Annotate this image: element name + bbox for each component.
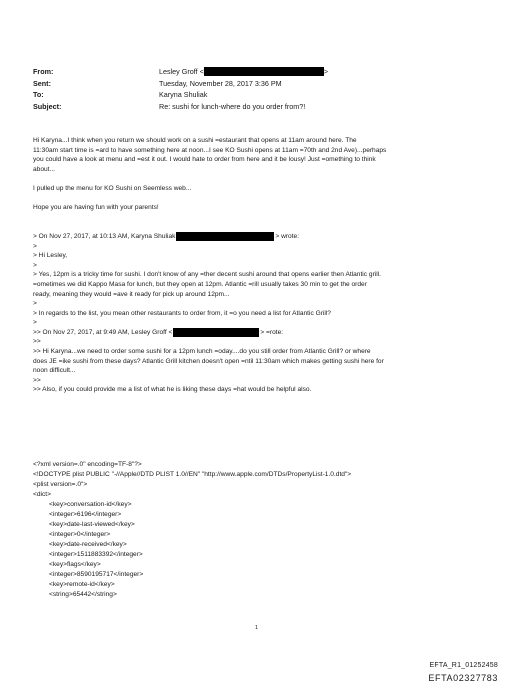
body-line: you could have a look at menu and =est it out. I would hate to order from here and it be lousy! Just =omething to think [33, 156, 376, 164]
quote-line: >> Hi Karyna...we need to order some sushi for a 12pm lunch =oday....do you still order from Atlantic Grill? or where [33, 348, 371, 356]
quote-line: =ometimes we did Kappo Masa for lunch, but they open at 12pm. Atlantic =rill usually takes 30 min to get the order [33, 280, 367, 288]
plist-line: <integer>6196</integer> [49, 511, 122, 518]
subject-value: Re: sushi for lunch-where do you order from?! [159, 101, 306, 111]
from-value: Lesley Groff < [159, 67, 204, 76]
body-line: about... [33, 165, 55, 173]
plist-line: <!DOCTYPE plist PUBLIC "-//Apple//DTD PLIST 1.0//EN" "http://www.apple.com/DTDs/PropertyList-1.0.dtd"> [33, 471, 352, 478]
quote-line: > [33, 261, 37, 269]
sent-row [33, 78, 328, 90]
quote-line: >> Also, if you could provide me a list of what he is liking these days =hat would be helpful also. [33, 386, 312, 394]
body-line: 11:30am start time is =ard to have something here at noon...I see KO Sushi opens at 11am =70th and 2nd Ave)...perhaps [33, 146, 387, 154]
quote-line: >> [33, 376, 41, 384]
body-line: I pulled up the menu for KO Sushi on Seemless web... [33, 184, 192, 192]
bates-number-small: EFTA_R1_01252458 [429, 662, 498, 669]
quote-line: does JE =ike sushi from these days? Atlantic Grill kitchen doesn't open =ntil 11:30am which makes getting sushi here for [33, 357, 384, 365]
email-body [33, 136, 485, 395]
plist-line: <key>date-received</key> [49, 541, 127, 548]
to-row [33, 89, 328, 101]
plist-line: <?xml version=.0" encoding=TF-8"?> [33, 461, 142, 468]
to-value: Karyna Shuliak [159, 90, 208, 100]
redaction-bar [176, 232, 274, 241]
quote-line: > Yes, 12pm is a tricky time for sushi. I don't know of any =ther decent sushi around that opens earlier then Atlantic grill. [33, 271, 381, 279]
quote-line: > Hi Lesley, [33, 252, 68, 260]
body-line: Hi Karyna...I think when you return we should work on a sushi =estaurant that opens at 11am around here. The [33, 137, 357, 144]
quote-line: ready, meaning they would =ave it ready for pick up around 12pm... [33, 290, 230, 298]
plist-line: <string>65442</string> [49, 591, 117, 598]
quote-line: > [33, 319, 37, 327]
plist-line: <key>remote-id</key> [49, 581, 115, 588]
sent-value: Tuesday, November 28, 2017 3:36 PM [159, 78, 282, 88]
quote-line: >> [33, 338, 41, 346]
to-label: To: [33, 90, 44, 100]
from-suffix: > [323, 67, 329, 76]
quote-line: > [33, 300, 37, 308]
plist-line: <key>flags</key> [49, 561, 101, 568]
page-number: 1 [255, 625, 259, 631]
subject-label: Subject: [33, 101, 62, 111]
sent-label: Sent: [33, 78, 51, 88]
plist-line: <key>date-last-viewed</key> [49, 521, 135, 528]
plist-line: <key>conversation-id</key> [49, 501, 132, 508]
quote-line: > In regards to the list, you mean other restaurants to order from, it =o you need a list for Atlantic Grill? [33, 309, 331, 317]
redaction-bar [204, 67, 324, 76]
quote-line: > [33, 242, 37, 250]
plist-line: <integer>0</integer> [49, 531, 111, 538]
quote-header-2: >> On Nov 27, 2017, at 9:49 AM, Lesley Groff < > =rote: [33, 328, 284, 336]
body-line: Hope you are having fun with your parents! [33, 204, 159, 212]
quote-line: noon difficult... [33, 367, 76, 375]
plist-line: <integer>1511883392</integer> [49, 551, 143, 558]
redaction-bar [173, 328, 259, 337]
bates-number-large: EFTA02327783 [428, 673, 498, 683]
subject-row [33, 101, 328, 113]
email-header [33, 66, 328, 112]
plist-line: <integer>8590195717</integer> [49, 571, 144, 578]
plist-line: <dict> [33, 491, 51, 498]
plist-line: <plist version=.0"> [33, 481, 88, 488]
from-row [33, 66, 328, 78]
from-label: From: [33, 67, 54, 76]
plist-block [33, 460, 351, 600]
quote-header-1: > On Nov 27, 2017, at 10:13 AM, Karyna Shuliak > wrote: [33, 232, 300, 240]
